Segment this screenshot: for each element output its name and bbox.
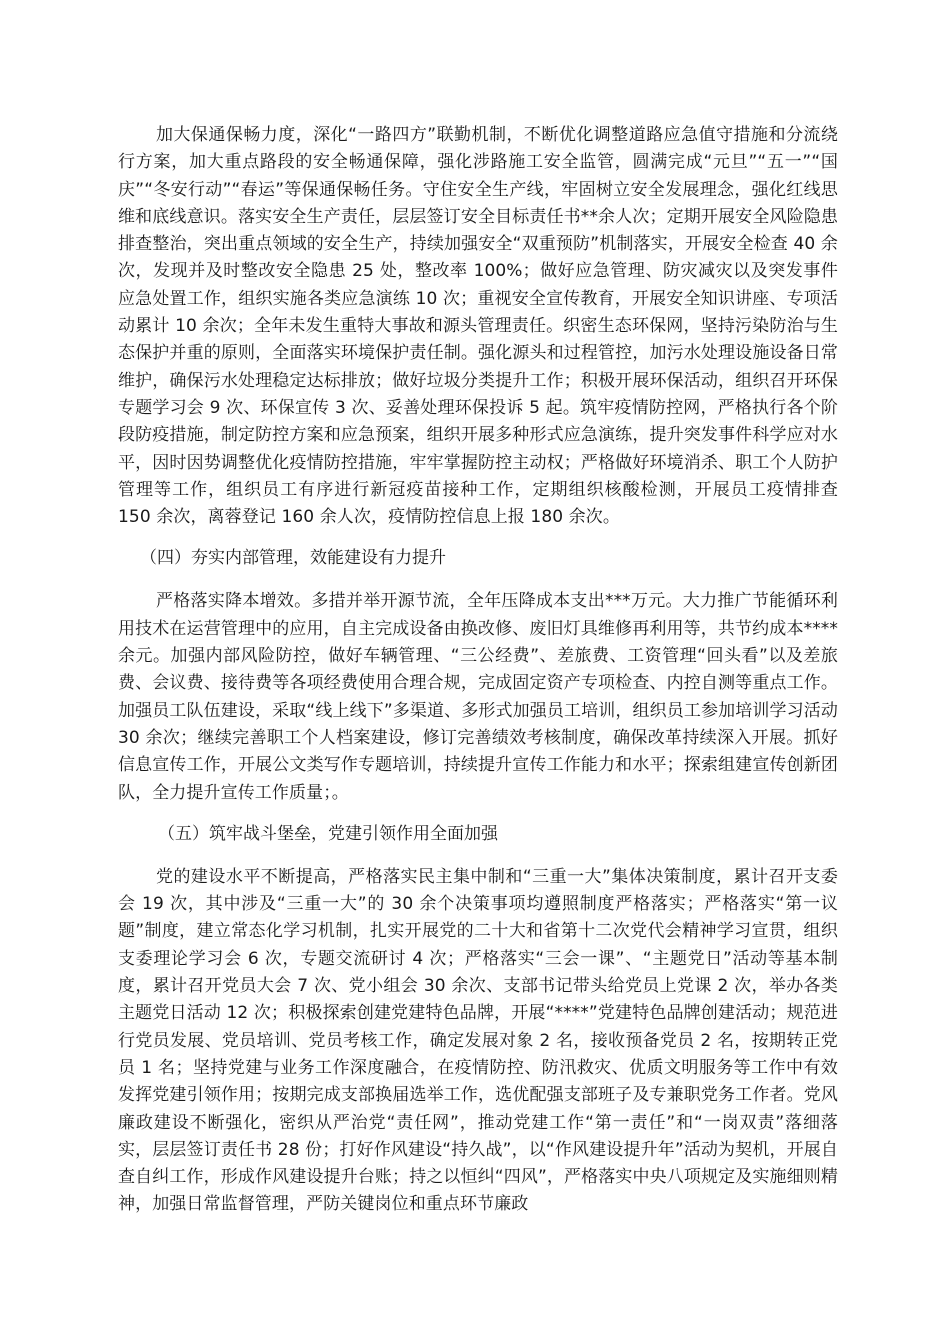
section-heading-4: （四）夯实内部管理，效能建设有力提升 <box>140 548 446 569</box>
section-heading-5: （五）筑牢战斗堡垒，党建引领作用全面加强 <box>158 823 498 844</box>
paragraph-safety-environment: 加大保通保畅力度，深化“一路四方”联勤机制，不断优化调整道路应急值守措施和分流绕行方案，加大重点路段的安全畅通保障，强化涉路施工安全监管，圆满完成“元旦”“五一”“国庆”“冬安行动”“春运”等保通保畅任务。守住安全生产线，牢固树立安全发展理念，强化红线思维和底线意识。落实安全生产责任，层层签订安全目标责任书**余人次；定期开展安全风险隐患排查整治，突出重点领域的安全生产，持续加强安全“双重预防”机制落实，开展安全检查 40 余次，发现并及时整改安全隐患 25 处，整改率 100%；做好应急管理、防灾减灾以及突发事件应急处置工作，组织实施各类应急演练 10 次；重视安全宣传教育，开展安全知识讲座、专项活动累计 10 余次；全年未发生重特大事故和源头管理责任。织密生态环保网，坚持污染防治与生态保护并重的原则，全面落实环境保护责任制。强化源头和过程管控，加污水处理设施设备日常维护，确保污水处理稳定达标排放；做好垃圾分类提升工作；积极开展环保活动，组织召开环保专题学习会 9 次、环保宣传 3 次、妥善处理环保投诉 5 起。筑牢疫情防控网，严格执行各个阶段防疫措施，制定防控方案和应急预案，组织开展多种形式应急演练，提升突发事件科学应对水平，因时因势调整优化疫情防控措施，牢牢掌握防控主动权；严格做好环境消杀、职工个人防护管理等工作，组织员工有序进行新冠疫苗接种工作，定期组织核酸检测，开展员工疫情排查 150 余次，离蓉登记 160 余人次，疫情防控信息上报 180 余次。 <box>118 125 838 528</box>
paragraph-party-building: 党的建设水平不断提高，严格落实民主集中制和“三重一大”集体决策制度，累计召开支委会 19 次，其中涉及“三重一大”的 30 余个决策事项均遵照制度严格落实；严格落实“第一议题”制度，建立常态化学习机制，扎实开展党的二十大和省第十二次党代会精神学习宣贯，组织支委理论学习会 6 次，专题交流研讨 4 次；严格落实“三会一课”、“主题党日”活动等基本制度，累计召开党员大会 7 次、党小组会 30 余次、支部书记带头给党员上党课 2 次，举办各类主题党日活动 12 次；积极探索创建党建特色品牌，开展“****”党建特色品牌创建活动；规范进行党员发展、党员培训、党员考核工作，确定发展对象 2 名，接收预备党员 2 名，按期转正党员 1 名；坚持党建与业务工作深度融合，在疫情防控、防汛救灾、优质文明服务等工作中有效发挥党建引领作用；按期完成支部换届选举工作，选优配强支部班子及专兼职党务工作者。党风廉政建设不断强化，密织从严治党“责任网”，推动党建工作“第一责任”和“一岗双责”落细落实，层层签订责任书 28 份；打好作风建设“持久战”，以“作风建设提升年”活动为契机，开展自查自纠工作，形成作风建设提升台账；持之以恒纠“四风”，严格落实中央八项规定及实施细则精神，加强日常监督管理，严防关键岗位和重点环节廉政 <box>118 866 838 1215</box>
paragraph-internal-management: 严格落实降本增效。多措并举开源节流，全年压降成本支出***万元。大力推广节能循环利用技术在运营管理中的应用，自主完成设备由换改修、废旧灯具维修再利用等，共节约成本****余元。加强内部风险防控，做好车辆管理、“三公经费”、差旅费、工资管理“回头看”以及差旅费、会议费、接待费等各项经费使用合理合规，完成固定资产专项检查、内控自测等重点工作。加强员工队伍建设，采取“线上线下”多渠道、多形式加强员工培训，组织员工参加培训学习活动 30 余次；继续完善职工个人档案建设，修订完善绩效考核制度，确保改革持续深入开展。抓好信息宣传工作，开展公文类写作专题培训，持续提升宣传工作能力和水平；探索组建宣传创新团队，全力提升宣传工作质量；。 <box>118 591 838 803</box>
